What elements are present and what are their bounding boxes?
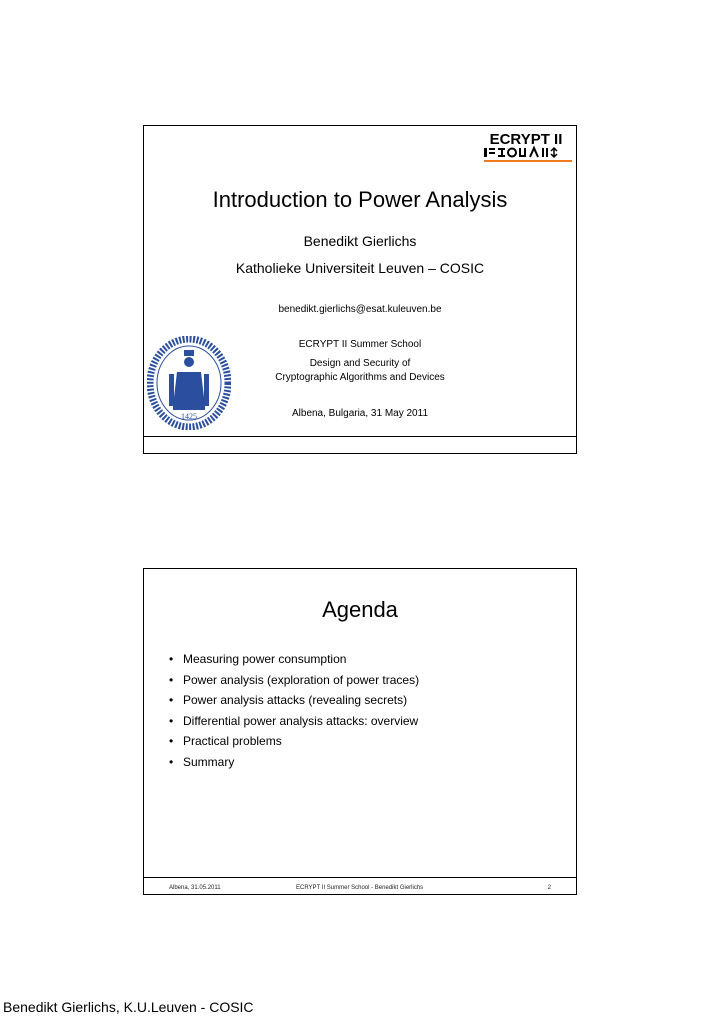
ecrypt-logo <box>480 130 572 160</box>
slide-footer-date: Albena, 31.05.2011 <box>169 885 221 891</box>
list-item-text: Power analysis attacks (revealing secrets) <box>183 693 408 707</box>
list-item-text: Practical problems <box>183 734 282 748</box>
page-footer: Benedikt Gierlichs, K.U.Leuven - COSIC <box>3 999 254 1015</box>
slide-footer-event: ECRYPT II Summer School - Benedikt Gierlichs <box>296 885 424 891</box>
list-item-text: Measuring power consumption <box>183 652 347 666</box>
list-item <box>169 649 419 670</box>
list-item-text: Power analysis (exploration of power traces) <box>183 672 420 687</box>
bullet-icon: • <box>169 672 174 687</box>
agenda-title: Agenda <box>322 597 398 622</box>
footer-rule <box>144 877 576 878</box>
list-item <box>169 711 419 732</box>
event-subtitle-line-1: Design and Security of <box>309 358 411 369</box>
list-item <box>169 752 419 773</box>
bullet-icon: • <box>169 754 174 769</box>
bullet-icon: • <box>169 734 174 748</box>
footer-rule <box>144 436 576 437</box>
author-email: benedikt.gierlichs@esat.kuleuven.be <box>278 304 442 315</box>
list-item <box>169 670 419 691</box>
event-name: ECRYPT II Summer School <box>298 339 422 350</box>
slide-1 <box>143 125 577 454</box>
slide-page-number: 2 <box>547 885 551 891</box>
logo-underline <box>484 160 572 162</box>
bullet-icon: • <box>169 713 174 728</box>
event-subtitle-line-2: Cryptographic Algorithms and Devices <box>275 372 445 383</box>
bullet-icon: • <box>169 693 174 707</box>
author-name: Benedikt Gierlichs <box>303 233 417 249</box>
list-item <box>169 690 419 711</box>
seal-year: 1425 <box>181 412 197 421</box>
list-item-text: Summary <box>183 754 235 769</box>
ecrypt-logo-text: ECRYPT II <box>489 131 563 148</box>
university-seal <box>147 336 231 430</box>
ecrypt-glyph-row <box>484 148 557 157</box>
list-item <box>169 731 419 752</box>
place-and-date: Albena, Bulgaria, 31 May 2011 <box>291 408 428 419</box>
presentation-title: Introduction to Power Analysis <box>212 187 508 212</box>
agenda-list <box>169 649 419 772</box>
list-item-text: Differential power analysis attacks: overview <box>183 713 419 728</box>
institution: Katholieke Universiteit Leuven – COSIC <box>235 260 485 276</box>
slide-2 <box>143 568 577 895</box>
bullet-icon: • <box>169 652 174 666</box>
